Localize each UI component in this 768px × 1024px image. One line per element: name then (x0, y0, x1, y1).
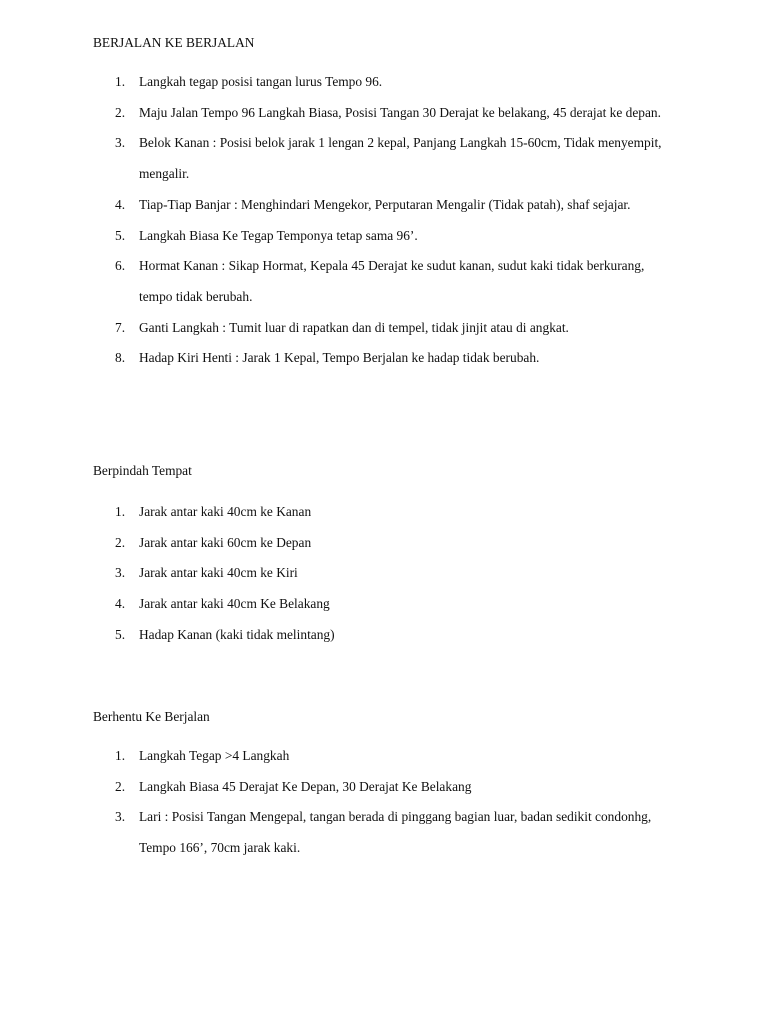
list-item (0, 528, 768, 559)
list-item (0, 313, 768, 344)
numbered-list (0, 497, 768, 651)
list-number: 2. (115, 534, 126, 550)
list-number: 3. (115, 809, 126, 825)
list-number: 2. (115, 778, 126, 794)
list-item (0, 589, 768, 620)
section-title: BERJALAN KE BERJALAN (93, 35, 255, 50)
list-item-text: Jarak antar kaki 60cm ke Depan (139, 534, 312, 550)
list-number: 1. (115, 74, 126, 89)
list-item (0, 558, 768, 589)
list-item (0, 221, 768, 252)
list-number: 4. (115, 596, 126, 612)
list-item-text: Langkah Tegap >4 Langkah (139, 748, 290, 763)
numbered-list (0, 67, 768, 374)
list-item (0, 128, 768, 189)
list-item (0, 741, 768, 772)
list-number: 8. (115, 350, 126, 366)
list-number: 5. (115, 626, 126, 642)
list-item-text: Hormat Kanan : Sikap Hormat, Kepala 45 Derajat ke sudut kanan, sudut kaki tidak berkurang, tempo tidak berubah. (139, 258, 645, 304)
list-item-text: Belok Kanan : Posisi belok jarak 1 lengan 2 kepal, Panjang Langkah 15-60cm, Tidak menyempit, mengalir. (139, 135, 662, 182)
list-number: 5. (115, 227, 126, 243)
list-number: 7. (115, 319, 126, 335)
list-item (0, 98, 768, 129)
numbered-list (0, 741, 768, 864)
list-item (0, 190, 768, 221)
list-number: 3. (115, 135, 126, 151)
list-item-text: Lari : Posisi Tangan Mengepal, tangan berada di pinggang bagian luar, badan sedikit condonhg, Tempo 166’, 70cm jarak kaki. (139, 809, 652, 856)
list-item-text: Ganti Langkah : Tumit luar di rapatkan dan di tempel, tidak jinjit atau di angkat. (139, 319, 569, 335)
list-item (0, 343, 768, 374)
section-title: Berpindah Tempat (93, 463, 192, 478)
list-number: 2. (115, 104, 126, 120)
list-item-text: Langkah tegap posisi tangan lurus Tempo 96. (139, 74, 383, 89)
list-item (0, 772, 768, 803)
list-item-text: Tiap-Tiap Banjar : Menghindari Mengekor, Perputaran Mengalir (Tidak patah), shaf sejajar. (139, 196, 631, 212)
list-number: 1. (115, 748, 126, 763)
list-number: 6. (115, 258, 126, 274)
list-item (0, 497, 768, 528)
list-item-text: Jarak antar kaki 40cm Ke Belakang (139, 596, 330, 612)
list-item-text: Langkah Biasa 45 Derajat Ke Depan, 30 Derajat Ke Belakang (139, 778, 472, 794)
list-item-text: Hadap Kiri Henti : Jarak 1 Kepal, Tempo Berjalan ke hadap tidak berubah. (139, 350, 540, 366)
list-item-text: Maju Jalan Tempo 96 Langkah Biasa, Posisi Tangan 30 Derajat ke belakang, 45 derajat ke depan. (139, 104, 661, 120)
list-item-text: Langkah Biasa Ke Tegap Temponya tetap sama 96’. (139, 227, 418, 243)
section-title: Berhentu Ke Berjalan (93, 709, 210, 724)
list-item (0, 802, 768, 863)
list-number: 1. (115, 504, 126, 519)
list-number: 4. (115, 196, 126, 212)
list-item (0, 67, 768, 98)
list-item (0, 620, 768, 651)
list-item-text: Hadap Kanan (kaki tidak melintang) (139, 626, 335, 642)
list-item-text: Jarak antar kaki 40cm ke Kiri (139, 565, 298, 581)
list-item-text: Jarak antar kaki 40cm ke Kanan (139, 504, 312, 519)
list-item (0, 251, 768, 312)
list-number: 3. (115, 565, 126, 581)
